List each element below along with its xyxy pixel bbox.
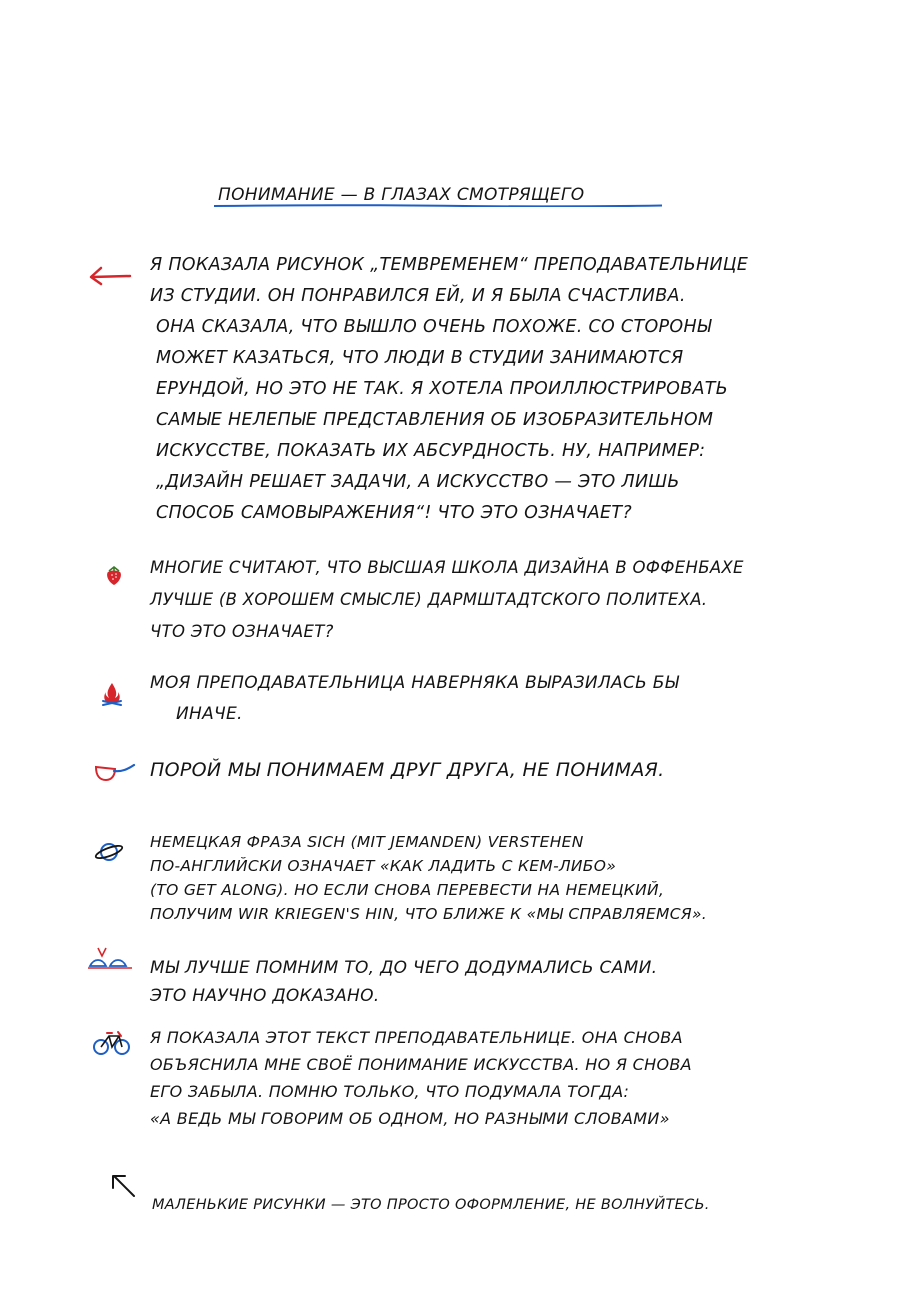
page-title: ПОНИМАНИЕ — В ГЛАЗАХ СМОТРЯЩЕГО: [218, 185, 585, 205]
paragraph-studio: [150, 250, 850, 529]
text-line: ИНАЧЕ.: [176, 704, 243, 724]
pipe-icon: [92, 762, 136, 784]
text-line: ЕГО ЗАБЫЛА. ПОМНЮ ТОЛЬКО, ЧТО ПОДУМАЛА ТОГДА:: [150, 1082, 630, 1101]
text-line: ПО-АНГЛИЙСКИ ОЗНАЧАЕТ «КАК ЛАДИТЬ С КЕМ-ЛИБО»: [150, 857, 617, 875]
text-line: ОБЪЯСНИЛА МНЕ СВОЁ ПОНИМАНИЕ ИСКУССТВА. НО Я СНОВА: [150, 1055, 692, 1074]
planet-icon: [94, 840, 124, 864]
text-line: ЕРУНДОЙ, НО ЭТО НЕ ТАК. Я ХОТЕЛА ПРОИЛЛЮСТРИРОВАТЬ: [156, 379, 729, 399]
text-line: «А ВЕДЬ МЫ ГОВОРИМ ОБ ОДНОМ, НО РАЗНЫМИ СЛОВАМИ»: [150, 1109, 670, 1128]
text-line: МЫ ЛУЧШЕ ПОМНИМ ТО, ДО ЧЕГО ДОДУМАЛИСЬ САМИ.: [150, 958, 658, 978]
text-line: МНОГИЕ СЧИТАЮТ, ЧТО ВЫСШАЯ ШКОЛА ДИЗАЙНА В ОФФЕНБАХЕ: [150, 558, 744, 577]
text-line: МОЯ ПРЕПОДАВАТЕЛЬНИЦА НАВЕРНЯКА ВЫРАЗИЛАСЬ БЫ: [150, 673, 679, 693]
footnote: [152, 1190, 852, 1221]
strawberry-icon: [104, 565, 124, 587]
text-line: „ДИЗАЙН РЕШАЕТ ЗАДАЧИ, А ИСКУССТВО — ЭТО ЛИШЬ: [156, 472, 680, 492]
text-line: САМЫЕ НЕЛЕПЫЕ ПРЕДСТАВЛЕНИЯ ОБ ИЗОБРАЗИТЕЛЬНОМ: [156, 410, 714, 430]
bicycle-icon: [92, 1028, 132, 1056]
paragraph-teacher: [150, 668, 850, 730]
paragraph-memory: [150, 954, 850, 1010]
text-line: ЧТО ЭТО ОЗНАЧАЕТ?: [150, 622, 334, 641]
text-line: НЕМЕЦКАЯ ФРАЗА SICH (MIT JEMANDEN) VERSTEHEN: [150, 833, 584, 851]
text-line: Я ПОКАЗАЛА РИСУНОК „ТЕМВРЕМЕНЕМ“ ПРЕПОДАВАТЕЛЬНИЦЕ: [150, 255, 749, 275]
text-line: МОЖЕТ КАЗАТЬСЯ, ЧТО ЛЮДИ В СТУДИИ ЗАНИМАЮТСЯ: [156, 348, 684, 368]
text-line: ЛУЧШЕ (В ХОРОШЕМ СМЫСЛЕ) ДАРМШТАДТСКОГО ПОЛИТЕХА.: [150, 590, 708, 609]
text-line: Я ПОКАЗАЛА ЭТОТ ТЕКСТ ПРЕПОДАВАТЕЛЬНИЦЕ. ОНА СНОВА: [150, 1028, 683, 1047]
title-underline: [214, 204, 662, 207]
text-line: ПОРОЙ МЫ ПОНИМАЕМ ДРУГ ДРУГА, НЕ ПОНИМАЯ.: [150, 759, 665, 781]
text-line: ОНА СКАЗАЛА, ЧТО ВЫШЛО ОЧЕНЬ ПОХОЖЕ. СО СТОРОНЫ: [156, 317, 712, 337]
text-line: ИСКУССТВЕ, ПОКАЗАТЬ ИХ АБСУРДНОСТЬ. НУ, НАПРИМЕР:: [156, 441, 706, 461]
text-line: ИЗ СТУДИИ. ОН ПОНРАВИЛСЯ ЕЙ, И Я БЫЛА СЧАСТЛИВА.: [150, 286, 686, 306]
text-line: СПОСОБ САМОВЫРАЖЕНИЯ“! ЧТО ЭТО ОЗНАЧАЕТ?: [156, 503, 632, 523]
campfire-icon: [100, 681, 124, 707]
text-line: ПОЛУЧИМ WIR KRIEGEN'S HIN, ЧТО БЛИЖЕ К «МЫ СПРАВЛЯЕМСЯ».: [150, 905, 708, 923]
paragraph-offenbach: [150, 552, 850, 648]
paragraph-understanding: [150, 755, 850, 786]
paragraph-explanation: [150, 1024, 850, 1132]
text-line: ЭТО НАУЧНО ДОКАЗАНО.: [150, 986, 380, 1006]
text-line: (TO GET ALONG). НО ЕСЛИ СНОВА ПЕРЕВЕСТИ НА НЕМЕЦКИЙ,: [150, 881, 665, 899]
bikini-icon: [88, 946, 134, 974]
red-arrow-left-icon: [88, 266, 132, 286]
arrow-up-left-icon: [108, 1172, 138, 1200]
paragraph-german-phrase: [150, 830, 850, 926]
text-line: МАЛЕНЬКИЕ РИСУНКИ — ЭТО ПРОСТО ОФОРМЛЕНИЕ, НЕ ВОЛНУЙТЕСЬ.: [152, 1197, 710, 1213]
